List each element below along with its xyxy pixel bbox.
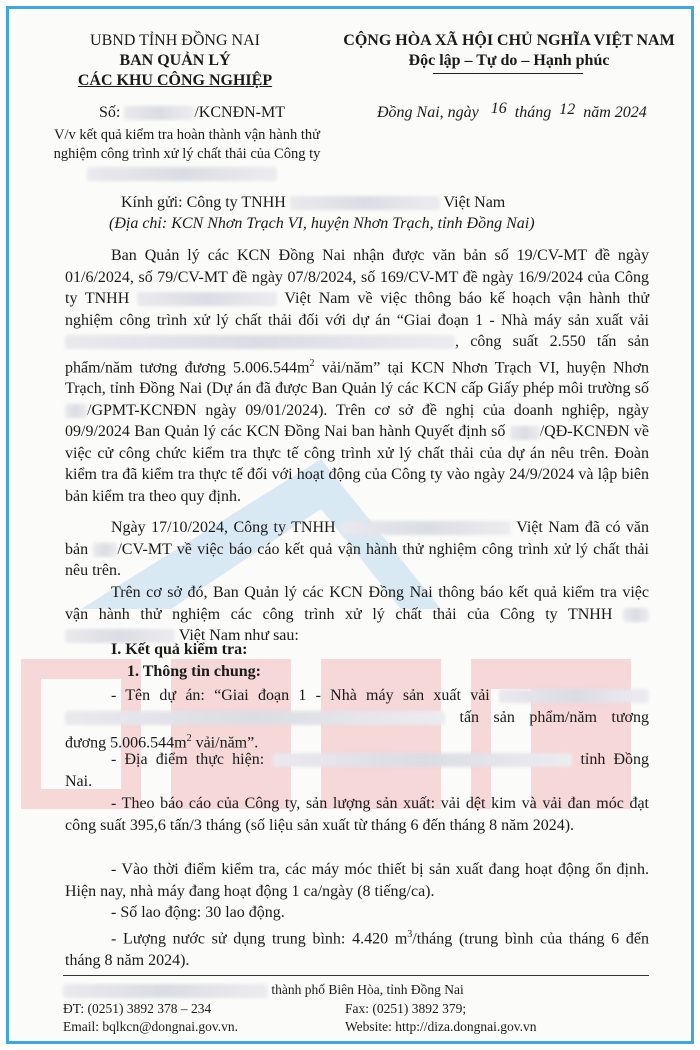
subject-line-2: nghiệm công trình xử lý chất thải của Công ty <box>53 146 321 162</box>
item-electricity-usage <box>65 947 649 969</box>
item-location: - Địa điểm thực hiện: tỉnh Đồng Nai. <box>65 751 650 790</box>
item-labor: - Số lao động: 30 lao động. <box>111 904 285 921</box>
recipient-address: (Địa chỉ: KCN Nhơn Trạch VI, huyện Nhơn Trạch, tỉnh Đồng Nai) <box>109 215 535 232</box>
footer-website[interactable]: Website: http://diza.dongnai.gov.vn <box>345 1019 537 1034</box>
recipient-line: Kính gửi: Công ty TNHH Việt Nam <box>121 194 506 211</box>
footer-email[interactable]: Email: bqlkcn@dongnai.gov.vn. <box>63 1019 239 1034</box>
document-date: Đồng Nai, ngày 16 tháng 12 năm 2024 <box>377 100 647 121</box>
subsection-heading-general: 1. Thông tin chung: <box>127 663 261 680</box>
item-water-usage: - Lượng nước sử dụng trung bình: 4.420 $m^3$/tháng (trung bình của tháng 6 đến tháng 8 năm 2024). <box>65 929 649 969</box>
subject-line-1: V/v kết quả kiểm tra hoàn thành vận hành thử <box>54 127 320 143</box>
agency-parent: UBND TỈNH ĐỒNG NAI <box>90 32 260 49</box>
national-title: CỘNG HÒA XÃ HỘI CHỦ NGHĨA VIỆT NAM <box>343 32 675 49</box>
section-heading-results: I. Kết quả kiểm tra: <box>111 641 248 658</box>
paragraph-3: Trên cơ sở đó, Ban Quản lý các KCN Đồng Nai thông báo kết quả kiểm tra việc vận hành thử nghiệm các công trình xử lý chất thải của Công ty TNHH Việt Nam như sau: <box>65 584 649 644</box>
paragraph-2: Ngày 17/10/2024, Công ty TNHH Việt Nam đã có văn bản /CV-MT về việc báo cáo kết quả vận hành thử nghiệm công trình xử lý chất thải nêu trên. <box>65 519 650 579</box>
item-production-output: - Theo báo cáo của Công ty, sản lượng sản xuất: vải dệt kim và vải đan móc đạt công suất 395,6 tấn/3 tháng (số liệu sản xuất từ tháng 6 đến tháng 8 năm 2024). <box>65 795 649 834</box>
agency-name-1: BAN QUẢN LÝ <box>119 52 231 69</box>
footer-phone: ĐT: (0251) 3892 378 – 234 <box>63 1001 212 1016</box>
footer-fax: Fax: (0251) 3892 379; <box>345 1001 467 1016</box>
document-number: Số: /KCNĐN-MT <box>99 104 286 121</box>
item-equipment-status: - Vào thời điểm kiểm tra, các máy móc thiết bị sản xuất đang hoạt động ổn định. Hiện nay, nhà máy đang hoạt động 1 ca/ngày (8 tiếng/ca). <box>65 861 649 900</box>
subject-redacted <box>87 164 277 184</box>
paragraph-1: Ban Quản lý các KCN Đồng Nai nhận được văn bản số 19/CV-MT đề ngày 01/6/2024, số 79/CV-MT đề ngày 07/8/2024, số 169/CV-MT đề ngày 16/9/2024 của Công ty TNHH Việt Nam về việc thông báo kế hoạch vận hành thử nghiệm công trình xử lý chất thải đối với dự án “Giai đoạn 1 - Nhà máy sản xuất vải , công suất 2.550 tấn sản phẩm/năm tương đương $5.006.544m^2$ vải/năm” tại KCN Nhơn Trạch VI, huyện Nhơn Trạch, tỉnh Đồng Nai (Dự án đã được Ban Quản lý các KCN cấp Giấy phép môi trường số /GPMT-KCNĐN ngày 09/01/2024). Trên cơ sở đề nghị của doanh nghiệp, ngày 09/9/2024 Ban Quản lý các KCN Đồng Nai ban hành Quyết định số /QĐ-KCNĐN về việc cử công chức kiểm tra thực tế công trình xử lý chất thải của dự án nêu trên. Đoàn kiểm tra đã kiểm tra thực tế đối với hoạt động của Công ty vào ngày 24/9/2024 và lập biên bản kiểm tra theo quy định. <box>65 247 650 505</box>
footer-divider <box>63 975 649 976</box>
agency-name-2: CÁC KHU CÔNG NGHIỆP <box>77 72 273 89</box>
national-motto: Độc lập – Tự do – Hạnh phúc <box>408 52 610 69</box>
footer-address: thành phố Biên Hòa, tỉnh Đồng Nai <box>63 981 464 998</box>
document-page <box>6 6 694 1044</box>
redacted-number <box>124 106 194 120</box>
item-project-name: - Tên dự án: “Giai đoạn 1 - Nhà máy sản xuất vải tấn sản phẩm/năm tương đương $5.006.544m^2$ vải/năm”. <box>65 687 649 752</box>
motto-underline <box>433 73 583 74</box>
